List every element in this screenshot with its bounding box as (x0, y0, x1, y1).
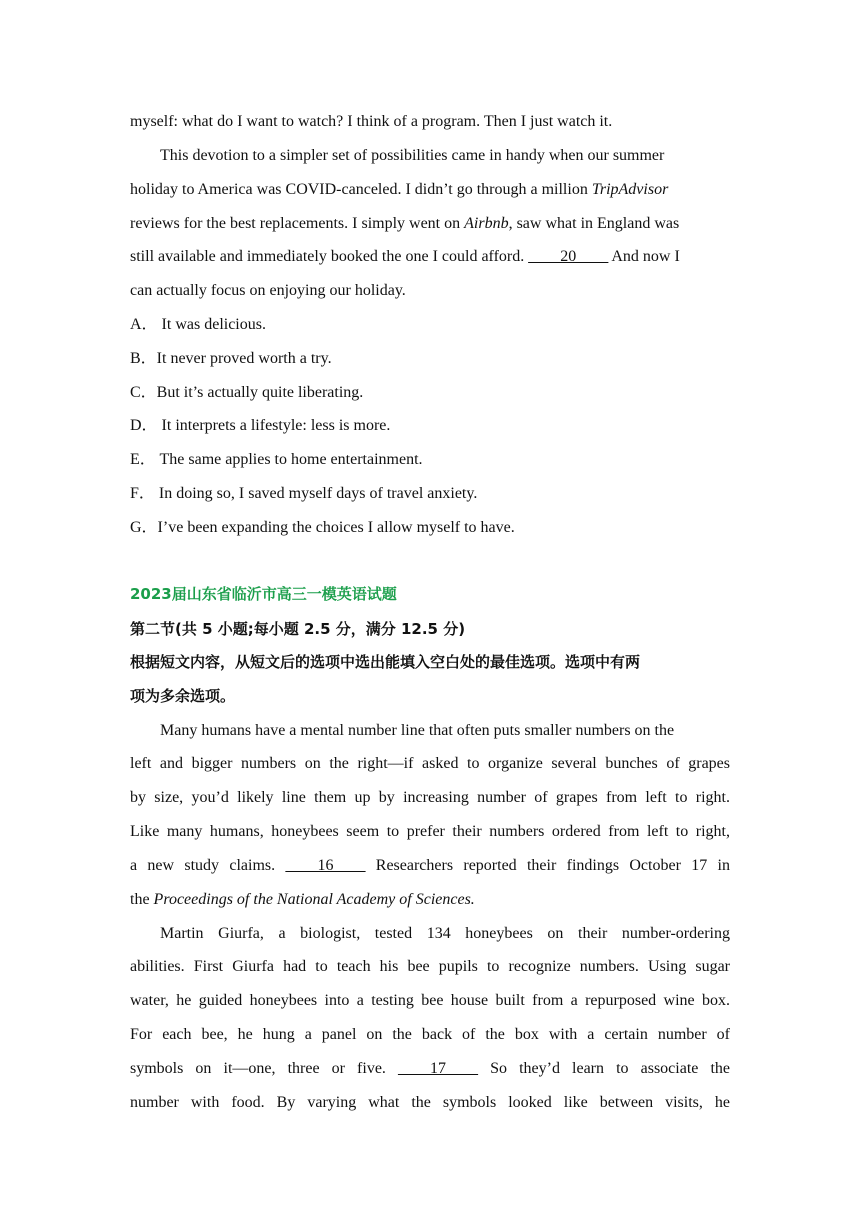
text-line (130, 214, 679, 234)
text-line: can actually focus on enjoying our holiday. (130, 282, 406, 299)
journal-title-italic: Proceedings of the National Academy of Sciences. (153, 891, 475, 908)
option-c: C．But it’s actually quite liberating. (130, 384, 364, 401)
text-line: Martin Giurfa, a biologist, tested 134 honeybees on their number-ordering (160, 925, 730, 942)
text-line: abilities. First Giurfa had to teach his bee pupils to recognize numbers. Using sugar (130, 958, 730, 975)
text-line: number with food. By varying what the symbols looked like between visits, he (130, 1094, 730, 1111)
text-span: still available and immediately booked the one I could afford. (130, 248, 529, 265)
blank-16: ____16____ (285, 857, 366, 874)
text-span: a new study claims. (130, 857, 286, 874)
text-span: And now I (608, 248, 680, 265)
text-span: the (130, 891, 154, 908)
text-line: Like many humans, honeybees seem to prefer their numbers ordered from left to right, (130, 823, 730, 840)
option-e: E． The same applies to home entertainment. (130, 451, 423, 468)
text-line: by size, you’d likely line them up by increasing number of grapes from left to right. (130, 789, 730, 806)
blank-20: ____20____ (528, 248, 609, 265)
instruction-line: 根据短文内容，从短文后的选项中选出能填入空白处的最佳选项。选项中有两 (130, 653, 641, 671)
section-title: 2023届山东省临沂市高三一模英语试题 (130, 585, 397, 603)
option-b: B．It never proved worth a try. (130, 350, 332, 367)
text-line (130, 1059, 730, 1079)
text-span: symbols on it—one, three or five. (130, 1060, 399, 1077)
text-line: For each bee, he hung a panel on the back of the box with a certain number of (130, 1026, 730, 1043)
text-line (130, 890, 475, 910)
text-span: Researchers reported their findings October 17 in (365, 857, 730, 874)
text-line: left and bigger numbers on the right—if asked to organize several bunches of grapes (130, 755, 730, 772)
option-d: D． It interprets a lifestyle: less is more. (130, 417, 391, 434)
option-a: A． It was delicious. (130, 316, 266, 333)
instruction-line: 项为多余选项。 (130, 687, 236, 705)
text-line: water, he guided honeybees into a testing bee house built from a repurposed wine box. (130, 992, 730, 1009)
option-g: G．I’ve been expanding the choices I allow myself to have. (130, 519, 515, 536)
text-span: , saw what in England was (508, 215, 680, 232)
blank-17: ____17____ (398, 1060, 479, 1077)
airbnb-italic: Airbnb (464, 215, 509, 232)
text-span: So they’d learn to associate the (478, 1060, 730, 1077)
section-subtitle: 第二节(共 5 小题;每小题 2.5 分，满分 12.5 分) (130, 620, 466, 638)
text-line: myself: what do I want to watch? I think of a program. Then I just watch it. (130, 113, 613, 130)
text-span: reviews for the best replacements. I simply went on (130, 215, 465, 232)
text-line (130, 856, 730, 876)
tripadvisor-italic: TripAdvisor (591, 181, 669, 198)
text-span: holiday to America was COVID-canceled. I didn’t go through a million (130, 181, 592, 198)
text-line: Many humans have a mental number line that often puts smaller numbers on the (160, 722, 675, 739)
text-line (130, 180, 668, 200)
text-line (130, 247, 680, 267)
text-line: This devotion to a simpler set of possibilities came in handy when our summer (160, 147, 665, 164)
option-f: F． In doing so, I saved myself days of travel anxiety. (130, 485, 478, 502)
